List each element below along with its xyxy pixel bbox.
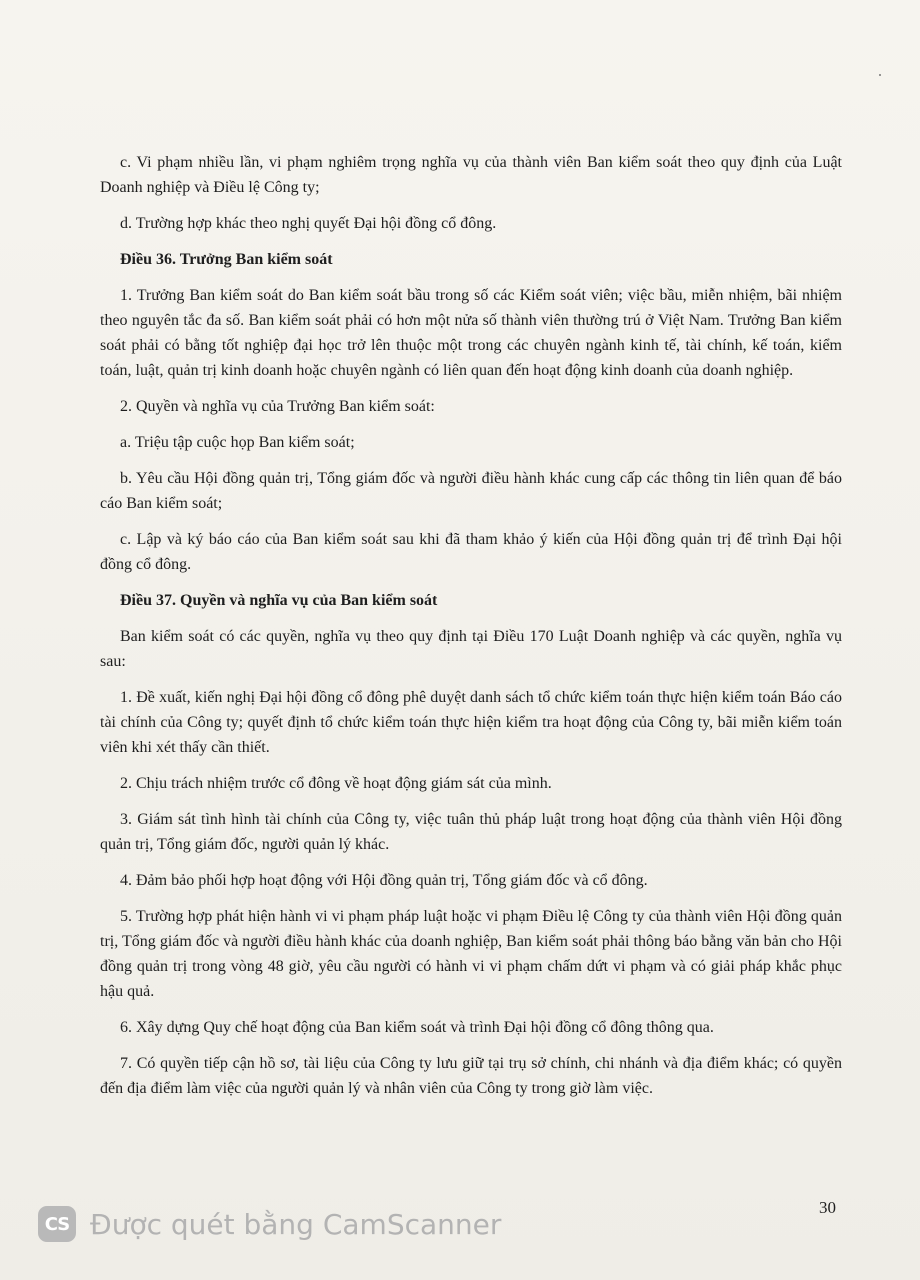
camscanner-logo-icon: CS — [38, 1206, 76, 1242]
paragraph-c-violation: c. Vi phạm nhiều lần, vi phạm nghiêm trọng nghĩa vụ của thành viên Ban kiểm soát theo quy định của Luật Doanh nghiệp và Điều lệ Công ty; — [100, 154, 842, 196]
paragraph-37-2: 2. Chịu trách nhiệm trước cổ đông về hoạt động giám sát của mình. — [120, 775, 552, 792]
paragraph-36-2: 2. Quyền và nghĩa vụ của Trưởng Ban kiểm soát: — [120, 398, 435, 415]
heading-article-36: Điều 36. Trưởng Ban kiểm soát — [120, 251, 333, 268]
paragraph-37-7: 7. Có quyền tiếp cận hồ sơ, tài liệu của Công ty lưu giữ tại trụ sở chính, chi nhánh và địa điểm khác; có quyền đến địa điểm làm việc của người quản lý và nhân viên của Công ty trong giờ làm việc. — [100, 1055, 842, 1097]
camscanner-watermark — [38, 1204, 501, 1244]
paragraph-37-4: 4. Đảm bảo phối hợp hoạt động với Hội đồng quản trị, Tổng giám đốc và cổ đông. — [120, 872, 648, 889]
paragraph-37-3: 3. Giám sát tình hình tài chính của Công ty, việc tuân thủ pháp luật trong hoạt động của thành viên Hội đồng quản trị, Tổng giám đốc, người quản lý khác. — [100, 811, 842, 853]
paragraph-37-intro: Ban kiểm soát có các quyền, nghĩa vụ theo quy định tại Điều 170 Luật Doanh nghiệp và các quyền, nghĩa vụ sau: — [100, 628, 842, 670]
paragraph-37-1: 1. Đề xuất, kiến nghị Đại hội đồng cổ đông phê duyệt danh sách tổ chức kiểm toán thực hiện kiểm toán Báo cáo tài chính của Công ty; quyết định tổ chức kiểm toán thực hiện kiểm tra hoạt động của Công ty, bãi miễn kiểm toán viên khi xét thấy cần thiết. — [100, 689, 842, 756]
paragraph-36-2c: c. Lập và ký báo cáo của Ban kiểm soát sau khi đã tham khảo ý kiến của Hội đồng quản trị để trình Đại hội đồng cổ đông. — [100, 531, 842, 573]
scan-speck — [879, 74, 881, 76]
paragraph-36-2a: a. Triệu tập cuộc họp Ban kiểm soát; — [120, 434, 355, 451]
paragraph-37-5: 5. Trường hợp phát hiện hành vi vi phạm pháp luật hoặc vi phạm Điều lệ Công ty của thành viên Hội đồng quản trị, Tổng giám đốc và người điều hành khác của doanh nghiệp, Ban kiểm soát phải thông báo bằng văn bản cho Hội đồng quản trị trong vòng 48 giờ, yêu cầu người có hành vi vi phạm chấm dứt vi phạm và có giải pháp khắc phục hậu quả. — [100, 908, 842, 1000]
heading-article-37: Điều 37. Quyền và nghĩa vụ của Ban kiểm soát — [120, 592, 438, 609]
paragraph-36-1: 1. Trưởng Ban kiểm soát do Ban kiểm soát bầu trong số các Kiểm soát viên; việc bầu, miễn nhiệm, bãi nhiệm theo nguyên tắc đa số. Ban kiểm soát phải có hơn một nửa số thành viên thường trú ở Việt Nam. Trưởng Ban kiểm soát phải có bằng tốt nghiệp đại học trở lên thuộc một trong các chuyên ngành kinh tế, tài chính, kế toán, kiểm toán, luật, quản trị kinh doanh hoặc chuyên ngành có liên quan đến hoạt động kinh doanh của doanh nghiệp. — [100, 287, 842, 379]
page-number: 30 — [819, 1198, 836, 1217]
paragraph-36-2b: b. Yêu cầu Hội đồng quản trị, Tổng giám đốc và người điều hành khác cung cấp các thông tin liên quan để báo cáo Ban kiểm soát; — [100, 470, 842, 512]
document-body — [100, 150, 842, 1112]
paragraph-d-other-cases: d. Trường hợp khác theo nghị quyết Đại hội đồng cổ đông. — [120, 215, 497, 232]
paragraph-37-6: 6. Xây dựng Quy chế hoạt động của Ban kiểm soát và trình Đại hội đồng cổ đông thông qua. — [120, 1019, 714, 1036]
watermark-text: Được quét bằng CamScanner — [90, 1207, 502, 1241]
